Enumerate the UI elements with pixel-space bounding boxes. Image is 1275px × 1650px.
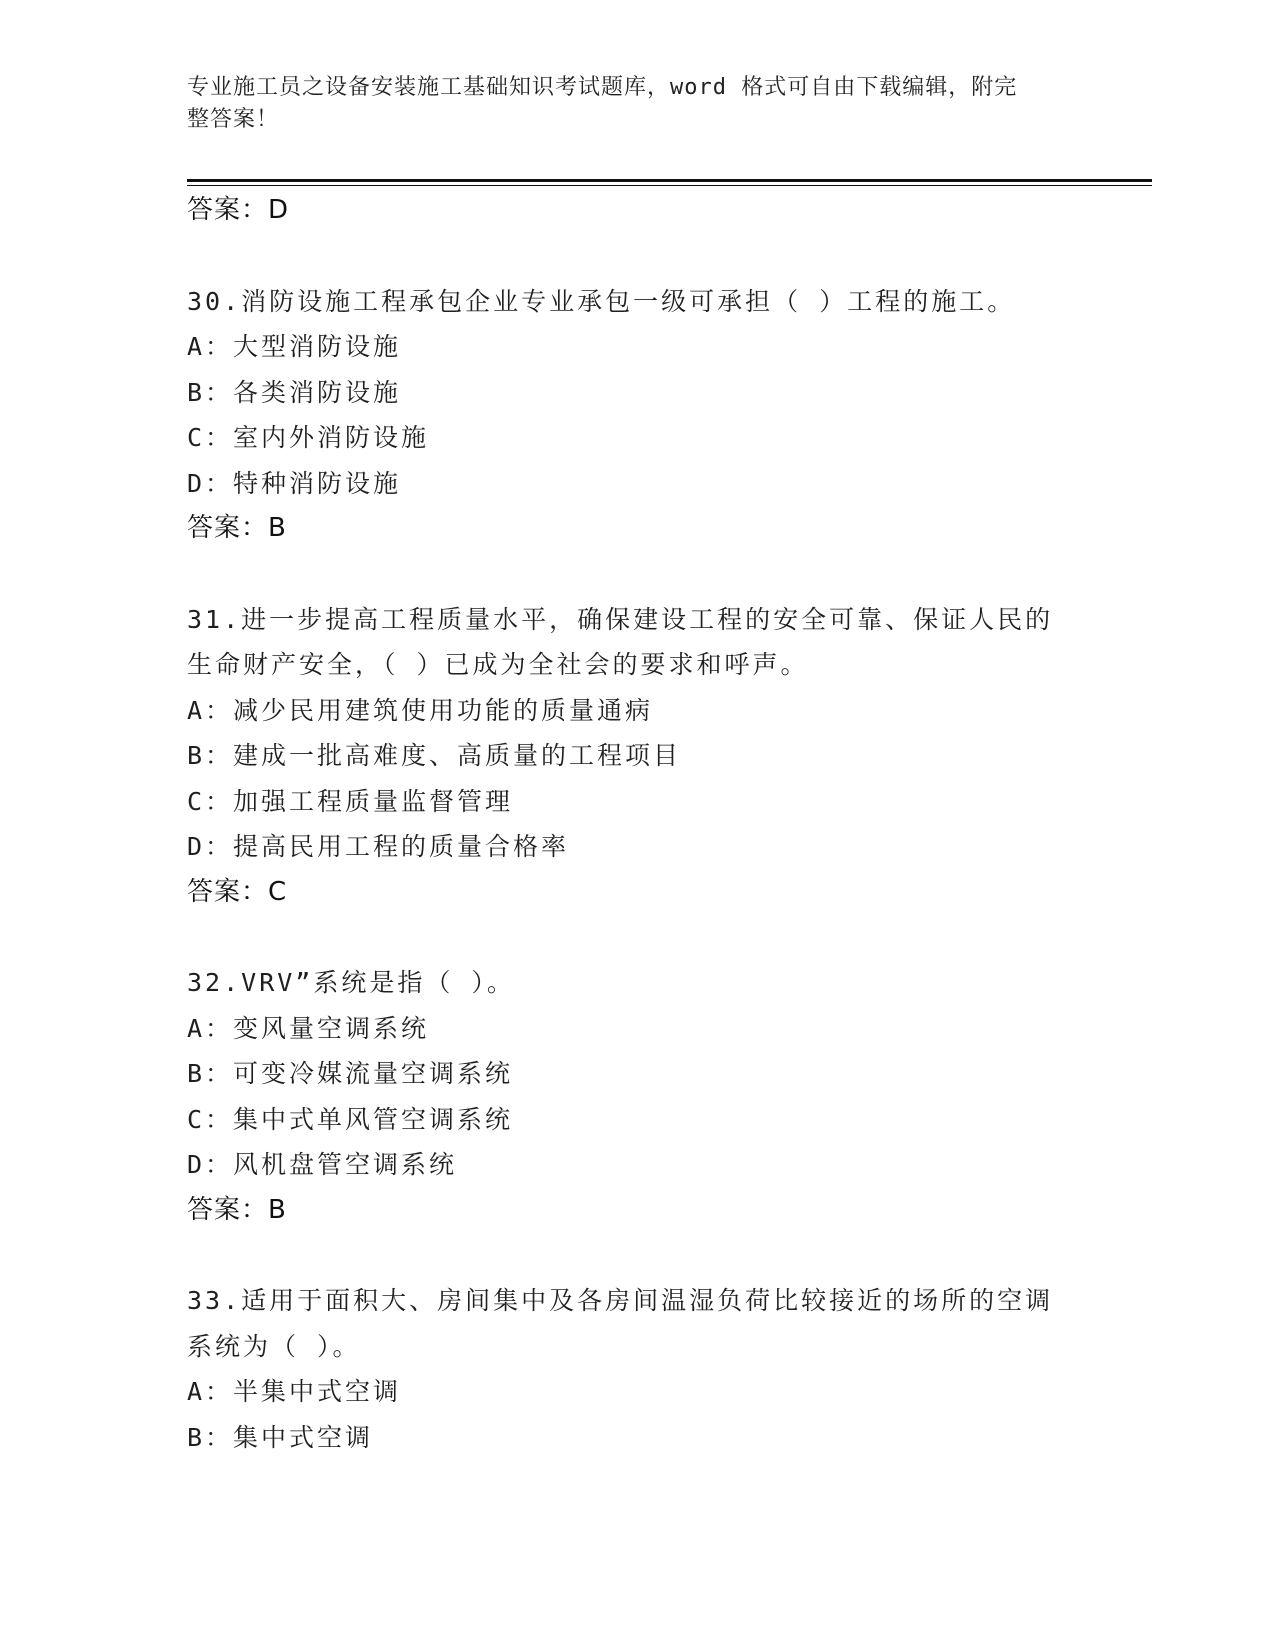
spacer: [187, 552, 1087, 597]
header-divider-thin: [187, 185, 1152, 186]
question-31-answer: 答案：C: [187, 876, 288, 907]
question-list: [187, 188, 1087, 1460]
spacer: [187, 234, 1087, 279]
question-31-stem-line-1: 31.进一步提高工程质量水平，确保建设工程的安全可靠、保证人民的: [187, 604, 1054, 634]
question-33-option-b: B：集中式空调: [187, 1422, 374, 1452]
question-30-option-b: B：各类消防设施: [187, 377, 402, 407]
question-32-answer: 答案：B: [187, 1194, 287, 1225]
question-33-stem-line-1: 33.适用于面积大、房间集中及各房间温湿负荷比较接近的场所的空调: [187, 1286, 1054, 1315]
spacer: [187, 1233, 1087, 1278]
question-30-option-a: A：大型消防设施: [187, 332, 402, 361]
question-31-stem-line-2: 生命财产安全，（ ）已成为全社会的要求和呼声。: [187, 650, 809, 679]
question-32-stem: 32.VRV”系统是指（ ）。: [187, 968, 515, 997]
question-30-answer: 答案：B: [187, 513, 287, 543]
header-divider-thick: [187, 179, 1152, 182]
question-32-option-c: C：集中式单风管空调系统: [187, 1104, 514, 1134]
question-33: [187, 1278, 1087, 1460]
question-32-option-d: D：风机盘管空调系统: [187, 1150, 458, 1179]
question-30-stem: 30.消防设施工程承包企业专业承包一级可承担（ ）工程的施工。: [187, 286, 1016, 316]
previous-answer: 答案：D: [187, 195, 290, 225]
question-33-option-a: A：半集中式空调: [187, 1377, 402, 1406]
document-header: [187, 72, 1067, 136]
question-33-stem-line-2: 系统为（ ）。: [187, 1331, 361, 1361]
question-32: [187, 960, 1087, 1233]
question-32-option-b: B：可变冷媒流量空调系统: [187, 1059, 514, 1088]
question-31: [187, 597, 1087, 916]
question-31-option-a: A：减少民用建筑使用功能的质量通病: [187, 695, 654, 725]
header-line-2: 整答案！: [187, 107, 280, 132]
question-31-option-b: B：建成一批高难度、高质量的工程项目: [187, 741, 682, 770]
header-line-1: 专业施工员之设备安装施工基础知识考试题库，word 格式可自由下载编辑，附完: [187, 75, 1018, 100]
question-32-option-a: A：变风量空调系统: [187, 1013, 430, 1043]
question-31-option-c: C：加强工程质量监督管理: [187, 786, 514, 816]
question-30-option-d: D：特种消防设施: [187, 468, 402, 498]
spacer: [187, 915, 1087, 960]
question-31-option-d: D：提高民用工程的质量合格率: [187, 832, 570, 861]
question-30: [187, 279, 1087, 552]
question-30-option-c: C：室内外消防设施: [187, 423, 430, 452]
